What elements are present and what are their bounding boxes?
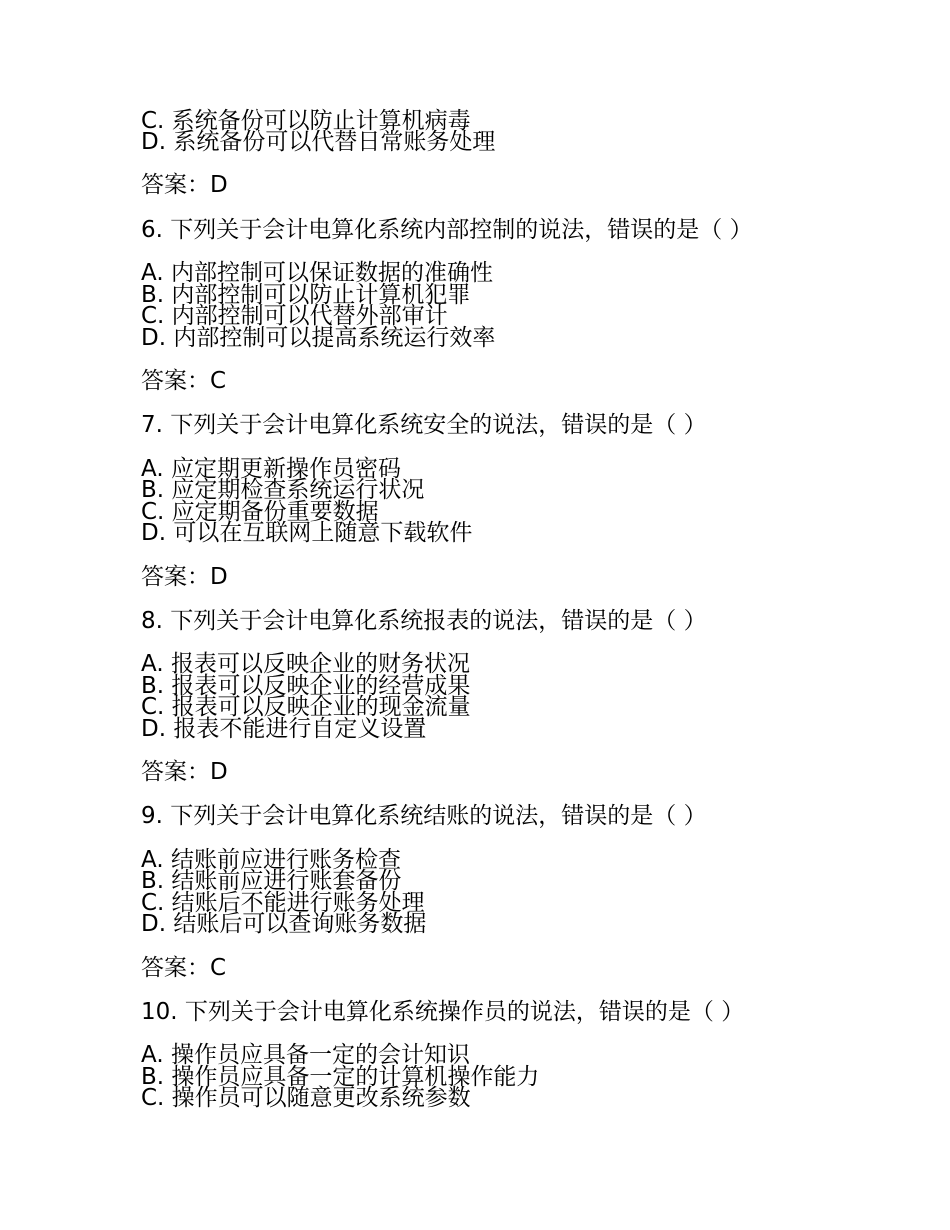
answer-q8: 答案：D — [141, 759, 228, 785]
option-d-q5: D. 系统备份可以代替日常账务处理 — [141, 129, 496, 155]
answer-q7: 答案：D — [141, 564, 228, 590]
option-c-q8: C. 报表可以反映企业的现金流量 — [141, 694, 471, 720]
question-10: 10. 下列关于会计电算化系统操作员的说法，错误的是（ ） — [141, 999, 745, 1025]
question-8: 8. 下列关于会计电算化系统报表的说法，错误的是（ ） — [141, 608, 707, 634]
option-b-q7: B. 应定期检查系统运行状况 — [141, 477, 425, 503]
option-b-q10: B. 操作员应具备一定的计算机操作能力 — [141, 1064, 540, 1090]
option-b-q6: B. 内部控制可以防止计算机犯罪 — [141, 282, 471, 308]
question-6: 6. 下列关于会计电算化系统内部控制的说法，错误的是（ ） — [141, 217, 753, 243]
option-a-q9: A. 结账前应进行账务检查 — [141, 847, 401, 873]
option-c-q9: C. 结账后不能进行账务处理 — [141, 890, 425, 916]
option-c-q6: C. 内部控制可以代替外部审计 — [141, 303, 448, 329]
option-b-q8: B. 报表可以反映企业的经营成果 — [141, 673, 471, 699]
option-a-q8: A. 报表可以反映企业的财务状况 — [141, 651, 470, 677]
answer-q9: 答案：C — [141, 955, 227, 981]
option-c-q5: C. 系统备份可以防止计算机病毒 — [141, 108, 471, 134]
answer-q5: 答案：D — [141, 172, 228, 198]
option-d-q7: D. 可以在互联网上随意下载软件 — [141, 520, 473, 546]
question-9: 9. 下列关于会计电算化系统结账的说法，错误的是（ ） — [141, 803, 707, 829]
option-b-q9: B. 结账前应进行账套备份 — [141, 868, 402, 894]
option-c-q10: C. 操作员可以随意更改系统参数 — [141, 1085, 471, 1111]
option-a-q10: A. 操作员应具备一定的会计知识 — [141, 1042, 470, 1068]
option-c-q7: C. 应定期备份重要数据 — [141, 499, 379, 525]
question-7: 7. 下列关于会计电算化系统安全的说法，错误的是（ ） — [141, 412, 707, 438]
option-d-q6: D. 内部控制可以提高系统运行效率 — [141, 325, 496, 351]
option-d-q8: D. 报表不能进行自定义设置 — [141, 716, 427, 742]
option-a-q7: A. 应定期更新操作员密码 — [141, 456, 401, 482]
answer-q6: 答案：C — [141, 368, 227, 394]
option-d-q9: D. 结账后可以查询账务数据 — [141, 911, 427, 937]
option-a-q6: A. 内部控制可以保证数据的准确性 — [141, 260, 493, 286]
